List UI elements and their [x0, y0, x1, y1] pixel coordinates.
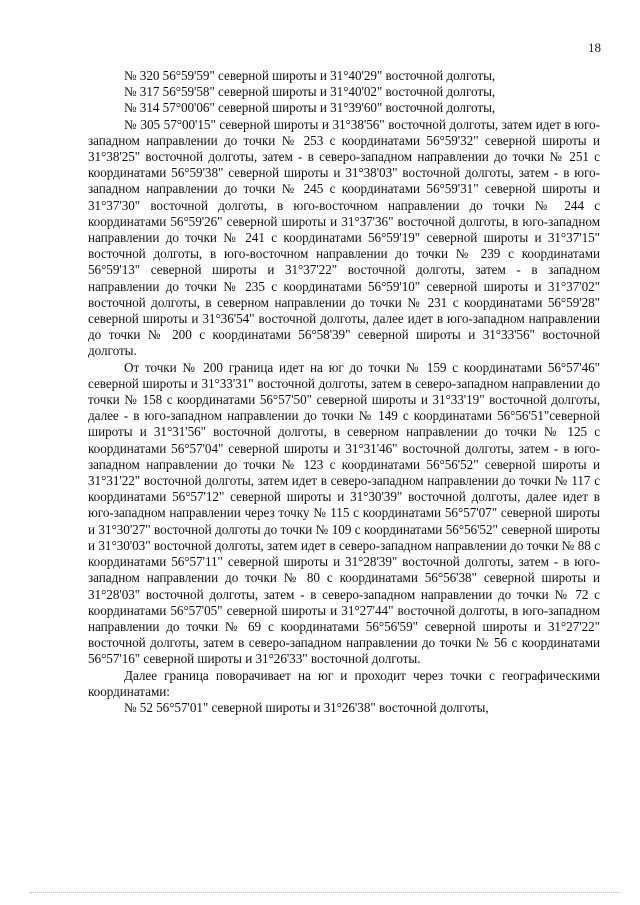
paragraph-boundary-turns-south: Далее граница поворачивает на юг и проходит через точки с географическими координатами:	[88, 667, 600, 699]
paragraph-point-52: № 52 56°57'01" северной широты и 31°26'38" восточной долготы,	[124, 699, 489, 715]
paragraph-point-317: № 317 56°59'58" северной широты и 31°40'02" восточной долготы,	[124, 84, 496, 100]
paragraph-from-point-200: От точки № 200 граница идет на юг до точки № 159 с координатами 56°57'46" северной широты и 31°33'31" восточной долготы, затем в северо-западном направлении до точки № 158 с координатами 56°57'50" северной широты и 31°33'19" восточной долготы, далее - в юго-западном направлении до точки № 149 с координатами 56°56'51"северной широты и 31°31'56" восточной долготы, в северном направлении до точки № 125 с координатами 56°57'04" северной широты и 31°31'46" восточной долготы, затем - в юго-западном направлении до точки № 123 с координатами 56°56'52" северной широты и 31°31'22" восточной долготы, затем идет в северо-западном направлении до точки № 117 с координатами 56°57'12" северной широты и 31°30'39" восточной долготы, далее идет в юго-западном направлении через точку № 115 с координатами 56°57'07" северной широты и 31°30'27" восточной долготы до точки № 109 с координатами 56°56'52" северной широты и 31°30'03" восточной долготы, затем идет в северо-западном направлении до точки № 88 с координатами 56°57'11" северной широты и 31°28'39" восточной долготы, затем - в юго-западном направлении до точки № 80 с координатами 56°56'38" северной широты и 31°28'03" восточной долготы, затем - в северо-западном направлении до точки № 72 с координатами 56°57'05" северной широты и 31°27'44" восточной долготы, в юго-западном направлении до точки № 69 с координатами 56°56'59" северной широты и 31°27'22" восточной долготы, затем в северо-западном направлении до точки № 56 с координатами 56°57'16" северной широты и 31°26'33" восточной долготы.	[88, 359, 600, 667]
page-number: 18	[588, 40, 601, 55]
paragraph-point-320: № 320 56°59'59" северной широты и 31°40'29" восточной долготы,	[124, 68, 496, 83]
page-bottom-divider	[30, 892, 620, 894]
paragraph-point-305: № 305 57°00'15" северной широты и 31°38'56" восточной долготы, затем идет в юго-западном направлении до точки № 253 с координатами 56°59'32" северной широты и 31°38'25" восточной долготы, затем - в северо-западном направлении до точки № 251 с координатами 56°59'38" северной широты и 31°38'03" восточной долготы, затем - в юго-западном направлении до точки № 245 с координатами 56°59'31" северной широты и 31°37'30" восточной долготы, в юго-восточном направлении до точки № 244 с координатами 56°59'26" северной широты и 31°37'36" восточной долготы, в юго-западном направлении до точки № 241 с координатами 56°59'19" северной широты и 31°37'15" восточной долготы, в юго-восточном направлении до точки № 239 с координатами 56°59'13" северной широты и 31°37'22" восточной долготы, затем - в западном направлении до точки № 235 с координатами 56°59'10" северной широты и 31°37'02" восточной долготы, в северном направлении до точки № 231 с координатами 56°59'28" северной широты и 31°36'54" восточной долготы, далее идет в юго-западном направлении до точки № 200 с координатами 56°58'39" северной широты и 31°33'56" восточной долготы.	[88, 116, 600, 359]
document-body	[88, 68, 600, 716]
paragraph-point-314: № 314 57°00'06" северной широты и 31°39'60" восточной долготы,	[124, 100, 496, 116]
